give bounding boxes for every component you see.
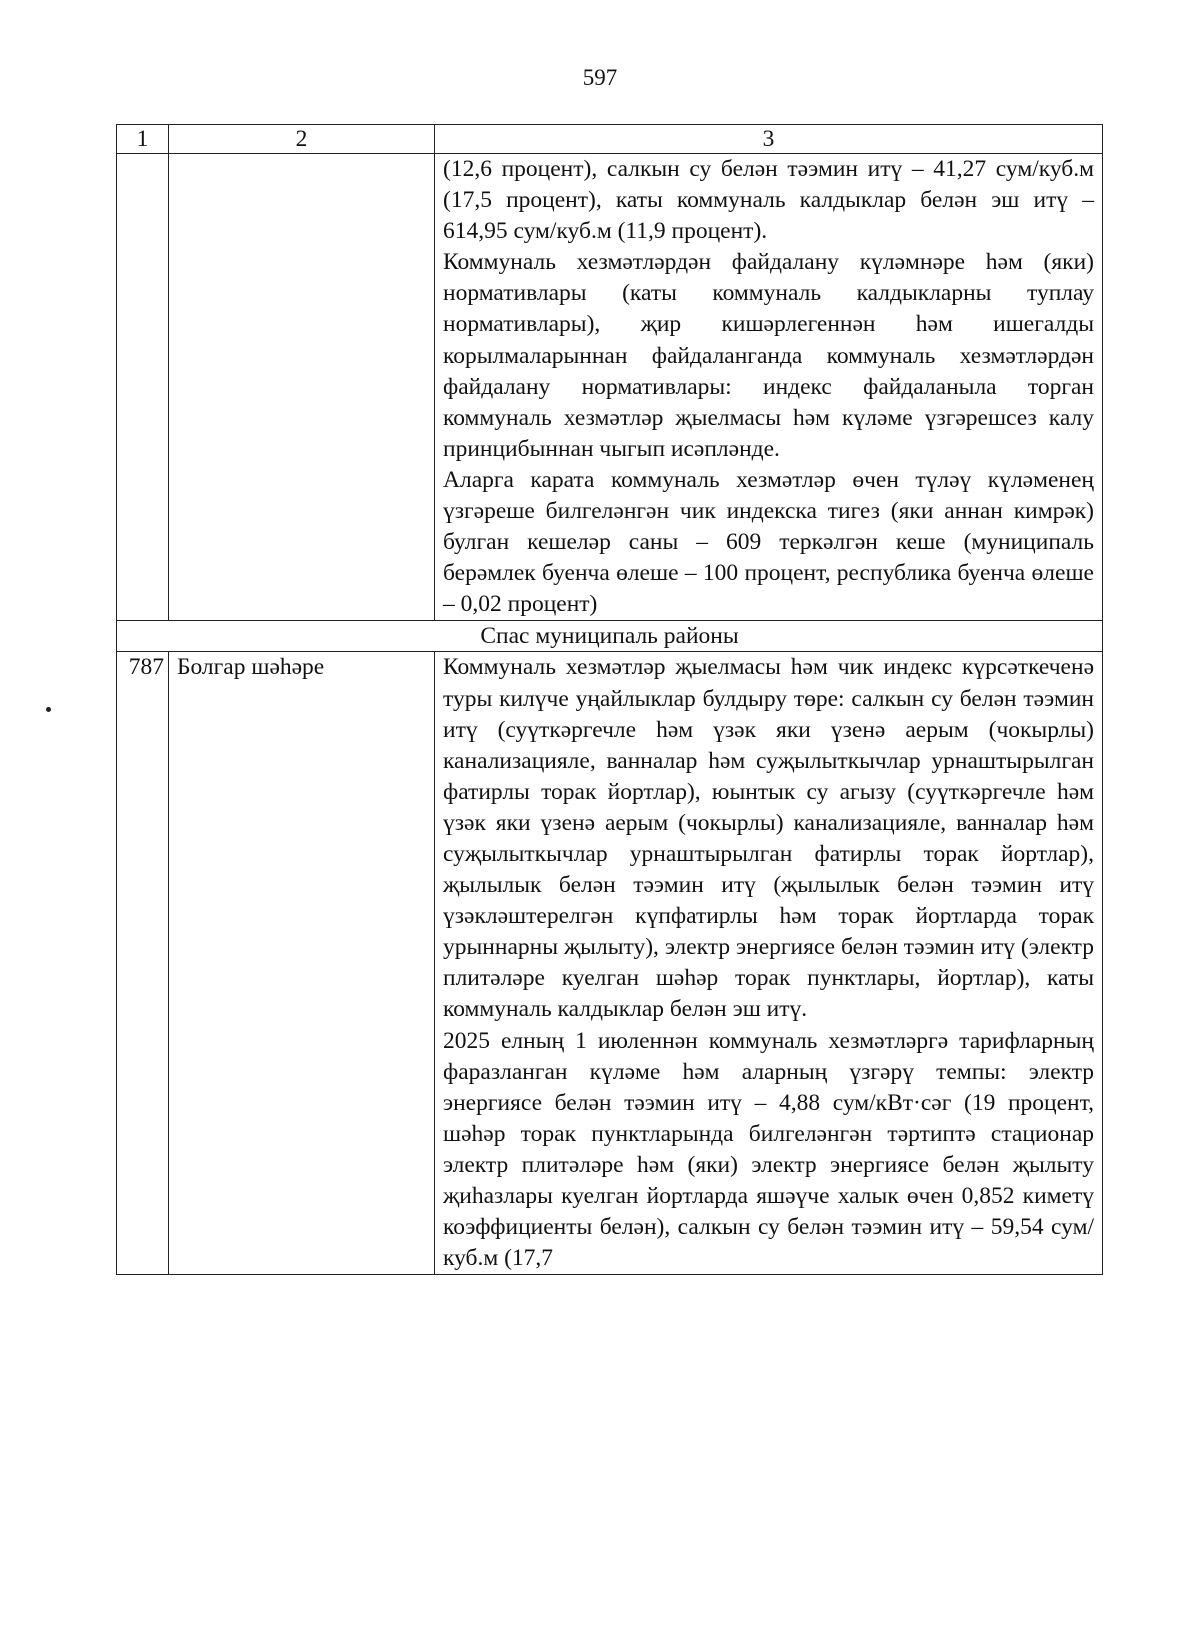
continuation-number-cell	[117, 154, 169, 621]
page-number: 597	[582, 65, 618, 90]
row-number: 787	[117, 652, 169, 1275]
header-col-2: 2	[169, 125, 435, 154]
section-title: Спас муниципаль районы	[117, 621, 1103, 652]
row-text-cell	[435, 652, 1103, 1275]
header-col-3: 3	[435, 125, 1103, 154]
section-row	[117, 621, 1103, 652]
table-row	[117, 154, 1103, 621]
tariff-table	[116, 124, 1103, 1275]
table-row	[117, 652, 1103, 1275]
scan-speck	[46, 707, 51, 712]
continuation-text-cell	[435, 154, 1103, 621]
paragraph: (12,6 процент), салкын су белән тәэмин итү – 41,27 сум/куб.м (17,5 процент), каты коммуналь калдыклар белән эш итү – 614,95 сум/куб.м (11,9 процент).	[443, 156, 1094, 245]
paragraph: Коммуналь хезмәтләр җыелмасы һәм чик индекс күрсәткеченә туры килүче уңайлыклар булдыру төре: салкын су белән тәэмин итү (суүткәргечле һәм үзәк яки үзенә аерым (чокырлы) канализацияле, ванналар һәм суҗылыткычлар урнаштырылган фатирлы торак йортлар), юынтык су агызу (суүткәргечле һәм үзәк яки үзенә аерым (чокырлы) канализацияле, ванналар һәм суҗылыткычлар урнаштырылган фатирлы торак йортлар), җылылык белән тәэмин итү (җылылык белән тәэмин итү үзәкләштерелгән күпфатирлы һәм торак йортларда торак урыннарны җылыту), электр энергиясе белән тәэмин итү (электр плитәләре куелган шәһәр торак пунктлары, йортлар), каты коммуналь калдыклар белән эш итү.	[443, 654, 1094, 1023]
paragraph: Коммуналь хезмәтләрдән файдалану күләмнәре һәм (яки) нормативлары (каты коммуналь калдыкларны туплау нормативлары), җир кишәрлегеннән һәм ишегалды корылмаларыннан файдаланганда коммуналь хезмәтләрдән файдалану нормативлары: индекс файдаланыла торган коммуналь хезмәтләр җыелмасы һәм күләме үзгәрешсез калу принцибыннан чыгып исәпләнде.	[443, 249, 1094, 462]
header-col-1: 1	[117, 125, 169, 154]
continuation-name-cell	[169, 154, 435, 621]
settlement-name: Болгар шәһәре	[169, 652, 435, 1275]
table-header-row	[117, 125, 1103, 154]
paragraph: 2025 елның 1 июленнән коммуналь хезмәтләргә тарифларның фаразланган күләме һәм аларның үзгәрү темпы: электр энергиясе белән тәэмин итү – 4,88 сум/кВт·сәг (19 процент, шәһәр торак пунктларында билгеләнгән тәртиптә стационар электр плитәләре һәм (яки) электр энергиясе белән җылыту җиһазлары куелган йортларда яшәүче халык өчен 0,852 киметү коэффициенты белән), салкын су белән тәэмин итү – 59,54 сум/куб.м (17,7	[443, 1027, 1094, 1272]
paragraph: Аларга карата коммуналь хезмәтләр өчен түләү күләменең үзгәреше билгеләнгән чик индекска тигез (яки аннан кимрәк) булган кешеләр саны – 609 теркәлгән кеше (муниципаль берәмлек буенча өлеше – 100 процент, республика буенча өлеше – 0,02 процент)	[443, 466, 1094, 618]
